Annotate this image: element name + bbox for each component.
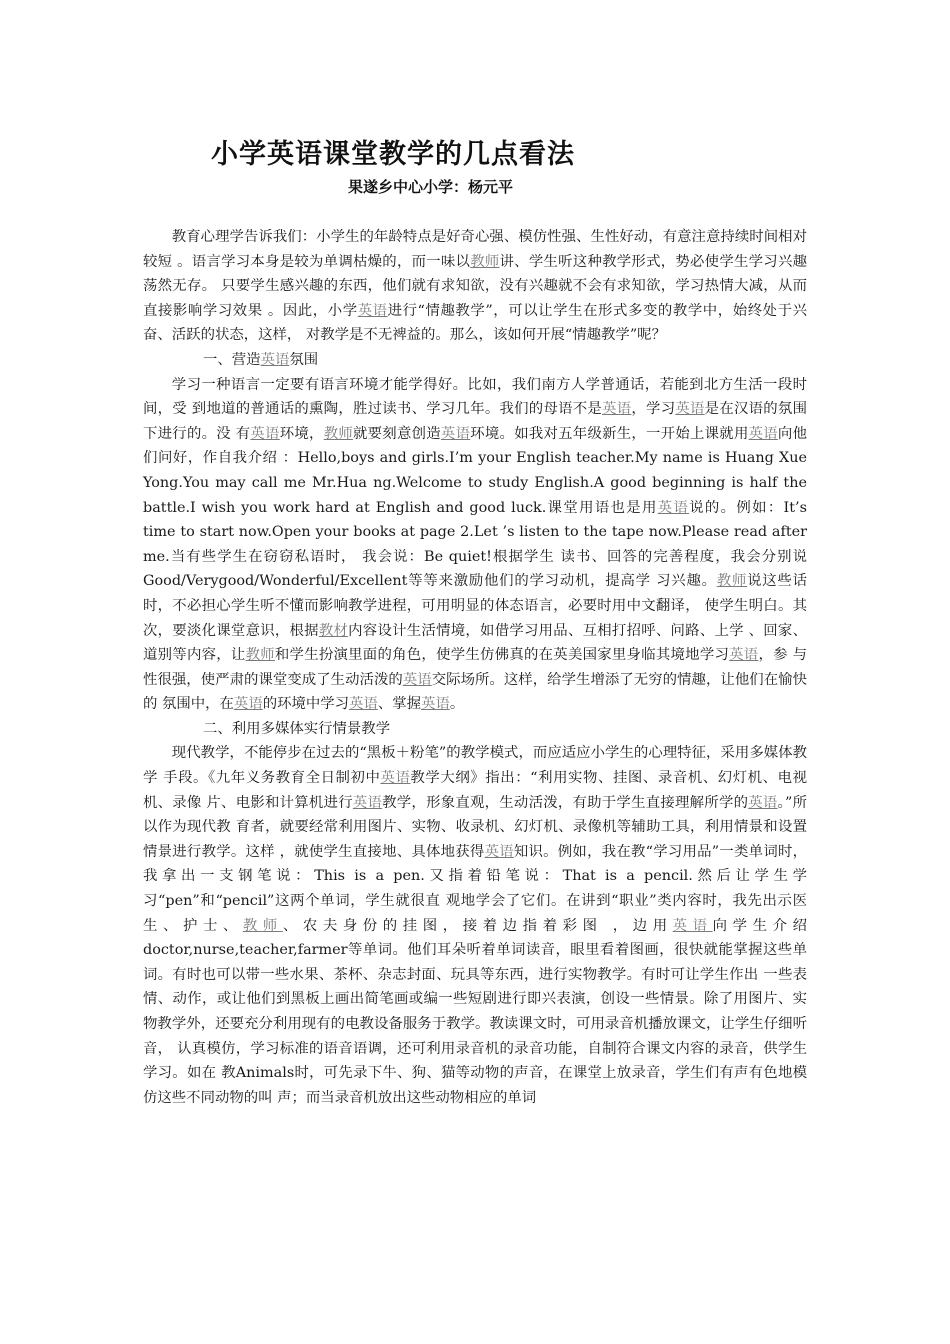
english-link[interactable]: 英语 — [380, 770, 411, 787]
section1-text: 是在汉语的氛围下进行的。没 有 — [143, 401, 807, 442]
teacher-link[interactable]: 教师 — [245, 647, 275, 664]
section1-heading — [143, 348, 807, 373]
teacher-link[interactable]: 教师 — [470, 253, 500, 270]
english-link[interactable]: 英语 — [402, 671, 432, 688]
english-link[interactable]: 英语 — [748, 425, 778, 442]
section2-heading: 二、利用多媒体实行情景教学 — [203, 720, 391, 737]
section1-text: ，学习 — [631, 401, 676, 418]
section1-text: 就要刻意创造 — [353, 425, 441, 442]
section2-text: 现代教学，不能停步在过去的“黑板＋粉笔”的教学模式，而应适应小学生的心理特征，采用多媒体教学 手段。《九年义务教育全日制初中 — [143, 745, 807, 787]
section1-text: 向他们问好，作自我介绍 ：Hello,boys and girls.I’m your English teacher.My name is Huang Xue Yong.You may call me Mr.Hua ng.Welcome to study English.A good beginning is half the battle.I wish you work hard at English and good luck.课堂用语也是用 — [143, 425, 807, 516]
section1-text: 、掌握 — [377, 696, 422, 713]
english-link[interactable]: 英语 — [357, 302, 388, 319]
section2-text: 教学，形象直观，生动活泼，有助于学生直接理解所学的 — [382, 794, 749, 811]
section1-text: 交际场所。这样，给学生增添了无穷的情趣，让他们在愉快的 氛围中，在 — [143, 671, 807, 713]
intro-text: 讲、学生听这种教学形式，势必使学生学习兴趣荡然无存。 只要学生感兴趣的东西，他们就有求知欲，没有兴趣就不会有求知欲，学习热情大减，从而直接影响学习效果 。因此，小学 — [143, 253, 807, 319]
english-link[interactable]: 英语 — [484, 843, 514, 860]
english-link[interactable]: 英语 — [440, 425, 471, 442]
section1-text: 的环境中学习 — [262, 696, 350, 713]
textbook-link[interactable]: 教材 — [318, 622, 349, 639]
section1-heading-post: 氛围 — [289, 351, 319, 368]
english-link[interactable]: 英语 — [349, 696, 378, 713]
document-title: 小学英语课堂教学的几点看法 — [211, 139, 575, 170]
english-link[interactable]: 英语 — [352, 794, 383, 811]
section1-text: 环境。如我对五年级新生，一开始上课就用 — [470, 425, 749, 442]
section1-text: ，参 与性很强，使严肃的课堂变成了生动活泼的 — [143, 647, 807, 688]
english-link[interactable]: 英语 — [250, 425, 280, 442]
teacher-link[interactable]: 教师 — [242, 917, 283, 934]
english-link[interactable]: 英语 — [657, 499, 690, 516]
intro-text: 进行“情趣教学”，可以让学生在形式多变的教学中，始终处于兴奋、活跃的状态，这样， 对教学是不无裨益的。那么，该如何开展“情趣教学”呢？ — [143, 302, 807, 344]
section1-text: 和学生扮演里面的角色，使学生仿佛真的在英美国家里身临其境地学习 — [274, 647, 730, 664]
teacher-link[interactable]: 教师 — [323, 425, 353, 442]
section2-text: 、农夫身份的挂图，接着边指着彩图 ，边用 — [282, 917, 673, 934]
english-link[interactable]: 英语 — [675, 401, 705, 418]
teacher-link[interactable]: 教师 — [716, 573, 748, 590]
section1-text: 说的。例如：It’s time to start now.Open your books at page 2.Let ’s listen to the tape now.Please read after me.当有些学生在窃窃私语时， 我会说：Be quiet!根据学生 读书、回答的完善程度，我会分别说Good/Verygood/Wonderful/Excellent等等来激励他们的学习动机，提高学 习兴趣。 — [143, 499, 807, 590]
section1-text: 内容设计生活情境，如借学习用品、互相打招呼、问路、上学 、回家、道别等内容，让 — [143, 622, 807, 664]
section1-text: 环境， — [279, 425, 324, 442]
english-link[interactable]: 英语 — [421, 696, 450, 713]
intro-paragraph — [143, 225, 807, 348]
section1-heading-pre: 一、营造 — [203, 351, 261, 368]
english-link[interactable]: 英语 — [233, 696, 263, 713]
section1-text: 学习一种语言一定要有语言环境才能学得好。比如，我们南方人学普通话，若能到北方生活一段时间，受 到地道的普通话的熏陶，胜过读书、学习几年。我们的母语不是 — [143, 376, 807, 418]
document-body — [143, 225, 807, 1110]
english-link[interactable]: 英语 — [602, 401, 632, 418]
section2-text: 。”所以作为现代教 育者，就要经常利用图片、实物、收录机、幻灯机、录像机等辅助工具，利用情景和设置情景进行教学。这样 ，就使学生直接地、具体地获得 — [143, 794, 807, 860]
section1-text: 说这些话时，不必担心学生听不懂而影响教学进程，可用明显的体态语言，必要时用中文翻译， 使学生明白。其次，要淡化课堂意识，根据 — [143, 573, 807, 639]
section2-text: 教学大纲》指出：“利用实物、挂图、录音机、幻灯机、电视机、录像 片、电影和计算机进行 — [143, 770, 807, 811]
english-link[interactable]: 英语 — [748, 794, 778, 811]
author-byline: 果遂乡中心小学：杨元平 — [348, 178, 514, 196]
intro-text: 教育心理学告诉我们：小学生的年龄特点是好奇心强、模仿性强、生性好动，有意注意持续时间相对较短 。语言学习本身是较为单调枯燥的，而一味以 — [143, 229, 807, 270]
section2-text: 向学生介绍doctor,nurse,teacher,farmer等单词。他们耳朵听着单词读音，眼里看着图画，很快就能掌握这些单词。有时也可以带一些水果、茶杯、杂志封面、玩具等东西，进行实物教学。有时可让学生作出 一些表情、动作，或让他们到黑板上画出简笔画或编一些短剧进行即兴表演，创设一些情景。除了用图片、实 物教学外，还要充分利用现有的电教设备服务于教学。教读课文时，可用录音机播放课文，让学生仔细听音， 认真模仿，学习标准的语音语调，还可利用录音机的录音功能，自制符合课文内容的录音，供学生学习。如在 教Animals时，可先录下牛、狗、猫等动物的声音，在课堂上放录音，学生们有声有色地模仿这些不同动物的叫 声；而当录音机放出这些动物相应的单词 — [143, 917, 807, 1106]
section2-text: 知识。例如，我在教“学习用品”一类单词时，我拿出一支钢笔说：This is a pen.又指着铅笔说：That is a pencil.然后让学生学习“pen”和“pencil”这两个单词，学生就很直 观地学会了它们。在讲到“职业”类内容时，我先出示医生、护士、 — [143, 843, 807, 934]
english-link[interactable]: 英语 — [729, 647, 759, 664]
section1-text: 。 — [449, 696, 465, 713]
section2-paragraph — [143, 741, 807, 1110]
english-link[interactable]: 英语 — [260, 351, 290, 368]
english-link[interactable]: 英语 — [672, 917, 713, 934]
section1-paragraph — [143, 373, 807, 717]
